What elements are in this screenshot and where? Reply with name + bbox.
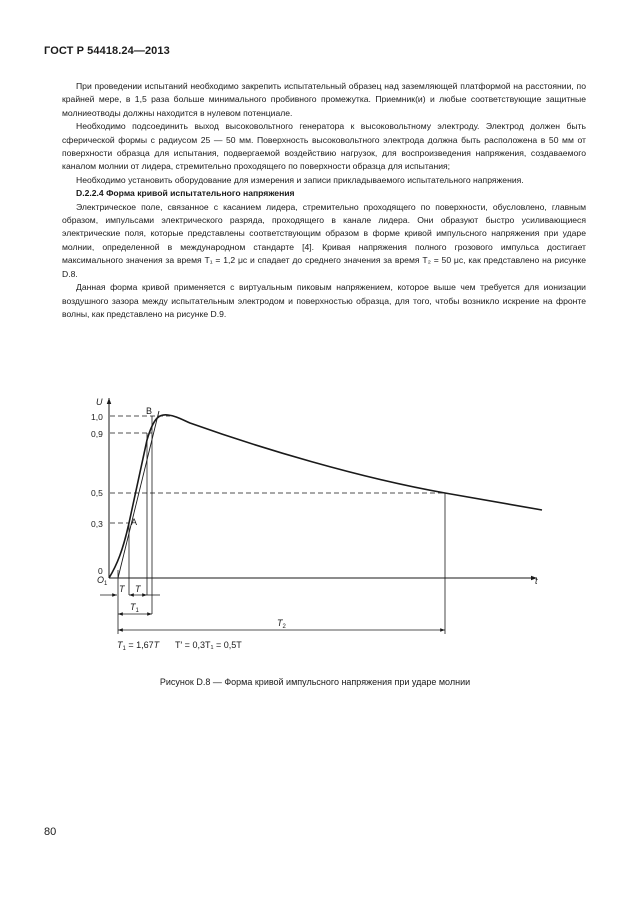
point-b-label: B (146, 406, 153, 416)
y-tick-label: 0,5 (91, 488, 103, 498)
paragraph: При проведении испытаний необходимо закрепить испытательный образец над заземляющей платформой на расстоянии, по крайней мере, в 1,5 раза больше минимального пробивного промежутка. Приемник(и) и любые соответствующие защитные молниеотводы должны находится в нулевом потенциале. (62, 81, 586, 118)
impulse-curve (109, 415, 542, 578)
dim-t2-label: $T_2$ (277, 618, 286, 630)
front-line (118, 411, 159, 578)
x-axis-label: t (535, 576, 538, 586)
point-a-label: A (131, 517, 138, 527)
paragraph: Необходимо установить оборудование для измерения и записи прикладываемого испытательного напряжения. (76, 174, 524, 185)
paragraph: Данная форма кривой применяется с виртуальным пиковым напряжением, которое выше чем требуется для ионизации воздушного зазора между испытательным электродом и поверхностью образца, для того, чтобы возникло искрение на фронте волны, как представлено на рисунке D.9. (62, 282, 586, 319)
document-header: ГОСТ Р 54418.24—2013 (44, 45, 170, 57)
y-tick-label: 1,0 (91, 412, 103, 422)
dim-t-label: T (135, 584, 141, 594)
y-tick-label: 0 (98, 566, 103, 576)
page-number: 80 (44, 826, 57, 838)
y-tick-label: 0,9 (91, 429, 103, 439)
dim-t1-label: $T_1$ (130, 602, 139, 614)
figure-caption: Рисунок D.8 — Форма кривой импульсного напряжения при ударе молнии (159, 677, 471, 687)
y-axis-label: U (96, 397, 103, 407)
section-heading: D.2.2.4 Форма кривой испытательного напряжения (76, 188, 295, 199)
dim-t-label: T (119, 584, 125, 594)
formula-t1: $T_1 = 1,67T$ (117, 640, 160, 652)
formula-t-prime: T′ = 0,3T₁ = 0,5T (175, 640, 242, 650)
paragraph: Необходимо подсоединить выход высоковольтного генератора к высоковольтному электроду. Электрод должен быть сферической формы с радиусом 25 — 50 мм. Поверхность высоковольтного электрода должна быть расположена в 50 мм от поверхности образца для испытания, подвергаемой воздействию нагрузок, для воспроизведения напряжения, создаваемого каналом молнии от лидера, стремительно проходящего по поверхности образца для испытания; (62, 121, 586, 172)
paragraph: Электрическое поле, связанное с касанием лидера, стремительно проходящего по поверхности, обусловлено, главным образом, импульсами электрического разряда, проходящего в канале лидера. Они образуют быстро усиливающиеся электрические поля, которые представлены соответствующим образом в форме кривой импульсного напряжения при ударе молнии, определенной в международном стандарте [4]. Кривая напряжения полного грозового импульса достигает максимального значения за время T₁ = 1,2 μс и спадает до среднего значения за время T₂ = 50 μс, как представлено на рисунке D.8. (62, 201, 586, 279)
y-tick-label: 0,3 (91, 519, 103, 529)
origin-label: $O_1$ (97, 575, 108, 587)
